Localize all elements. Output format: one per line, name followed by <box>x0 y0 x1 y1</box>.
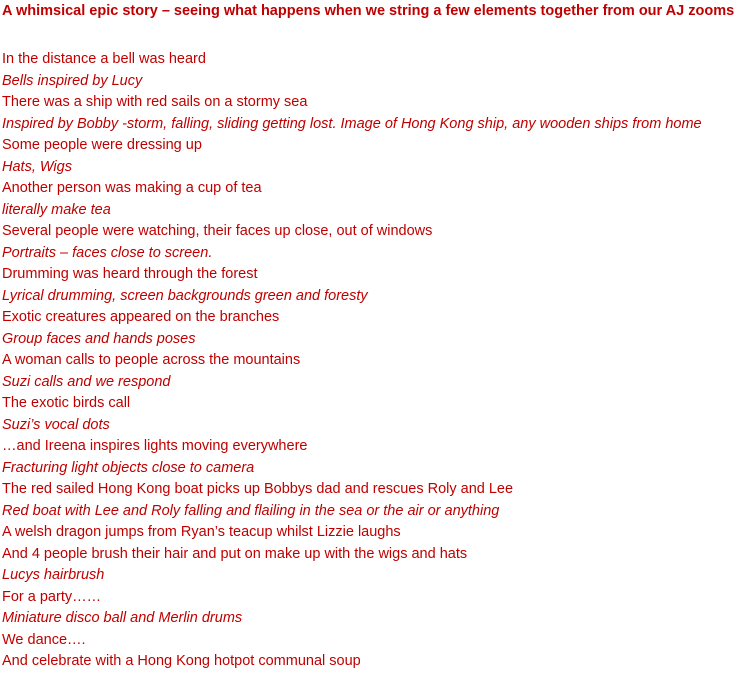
story-line: The exotic birds call <box>2 395 131 411</box>
document-page <box>2 0 752 669</box>
story-annotation-line: Inspired by Bobby -storm, falling, sliding getting lost. Image of Hong Kong ship, any wooden ships from home <box>2 115 702 132</box>
story-line: Several people were watching, their faces up close, out of windows <box>2 223 433 239</box>
story-line: Another person was making a cup of tea <box>2 180 262 196</box>
story-annotation-line: Fracturing light objects close to camera <box>2 459 255 476</box>
story-annotation-line: Lyrical drumming, screen backgrounds green and foresty <box>2 287 368 304</box>
story-line: Drumming was heard through the forest <box>2 266 258 282</box>
story-line: Some people were dressing up <box>2 137 202 153</box>
story-annotation-line: Miniature disco ball and Merlin drums <box>2 610 243 626</box>
story-line: Exotic creatures appeared on the branches <box>2 309 280 325</box>
story-annotation-line: Portraits – faces close to screen. <box>2 244 213 261</box>
story-line: The red sailed Hong Kong boat picks up Bobbys dad and rescues Roly and Lee <box>2 481 514 497</box>
story-line: …and Ireena inspires lights moving everywhere <box>2 438 308 454</box>
story-line: And celebrate with a Hong Kong hotpot communal soup <box>2 653 361 669</box>
story-annotation-line: Group faces and hands poses <box>2 330 196 347</box>
story-annotation-line: Red boat with Lee and Roly falling and flailing in the sea or the air or anything <box>2 502 500 519</box>
document-title: A whimsical epic story – seeing what happens when we string a few elements together from our AJ zooms <box>2 3 735 19</box>
story-annotation-line: literally make tea <box>2 201 111 218</box>
story-annotation-line: Suzi’s vocal dots <box>2 416 110 433</box>
story-line: A woman calls to people across the mountains <box>2 352 301 368</box>
story-line: For a party…… <box>2 588 102 605</box>
story-line: A welsh dragon jumps from Ryan’s teacup whilst Lizzie laughs <box>2 524 401 540</box>
story-line: There was a ship with red sails on a stormy sea <box>2 94 308 110</box>
story-annotation-line: Hats, Wigs <box>2 158 72 175</box>
story-line: We dance…. <box>2 631 86 648</box>
story-line: In the distance a bell was heard <box>2 51 206 67</box>
story-line: And 4 people brush their hair and put on make up with the wigs and hats <box>2 545 468 562</box>
story-lines <box>2 49 702 673</box>
story-annotation-line: Bells inspired by Lucy <box>2 72 143 89</box>
story-annotation-line: Suzi calls and we respond <box>2 373 171 390</box>
story-annotation-line: Lucys hairbrush <box>2 567 105 583</box>
